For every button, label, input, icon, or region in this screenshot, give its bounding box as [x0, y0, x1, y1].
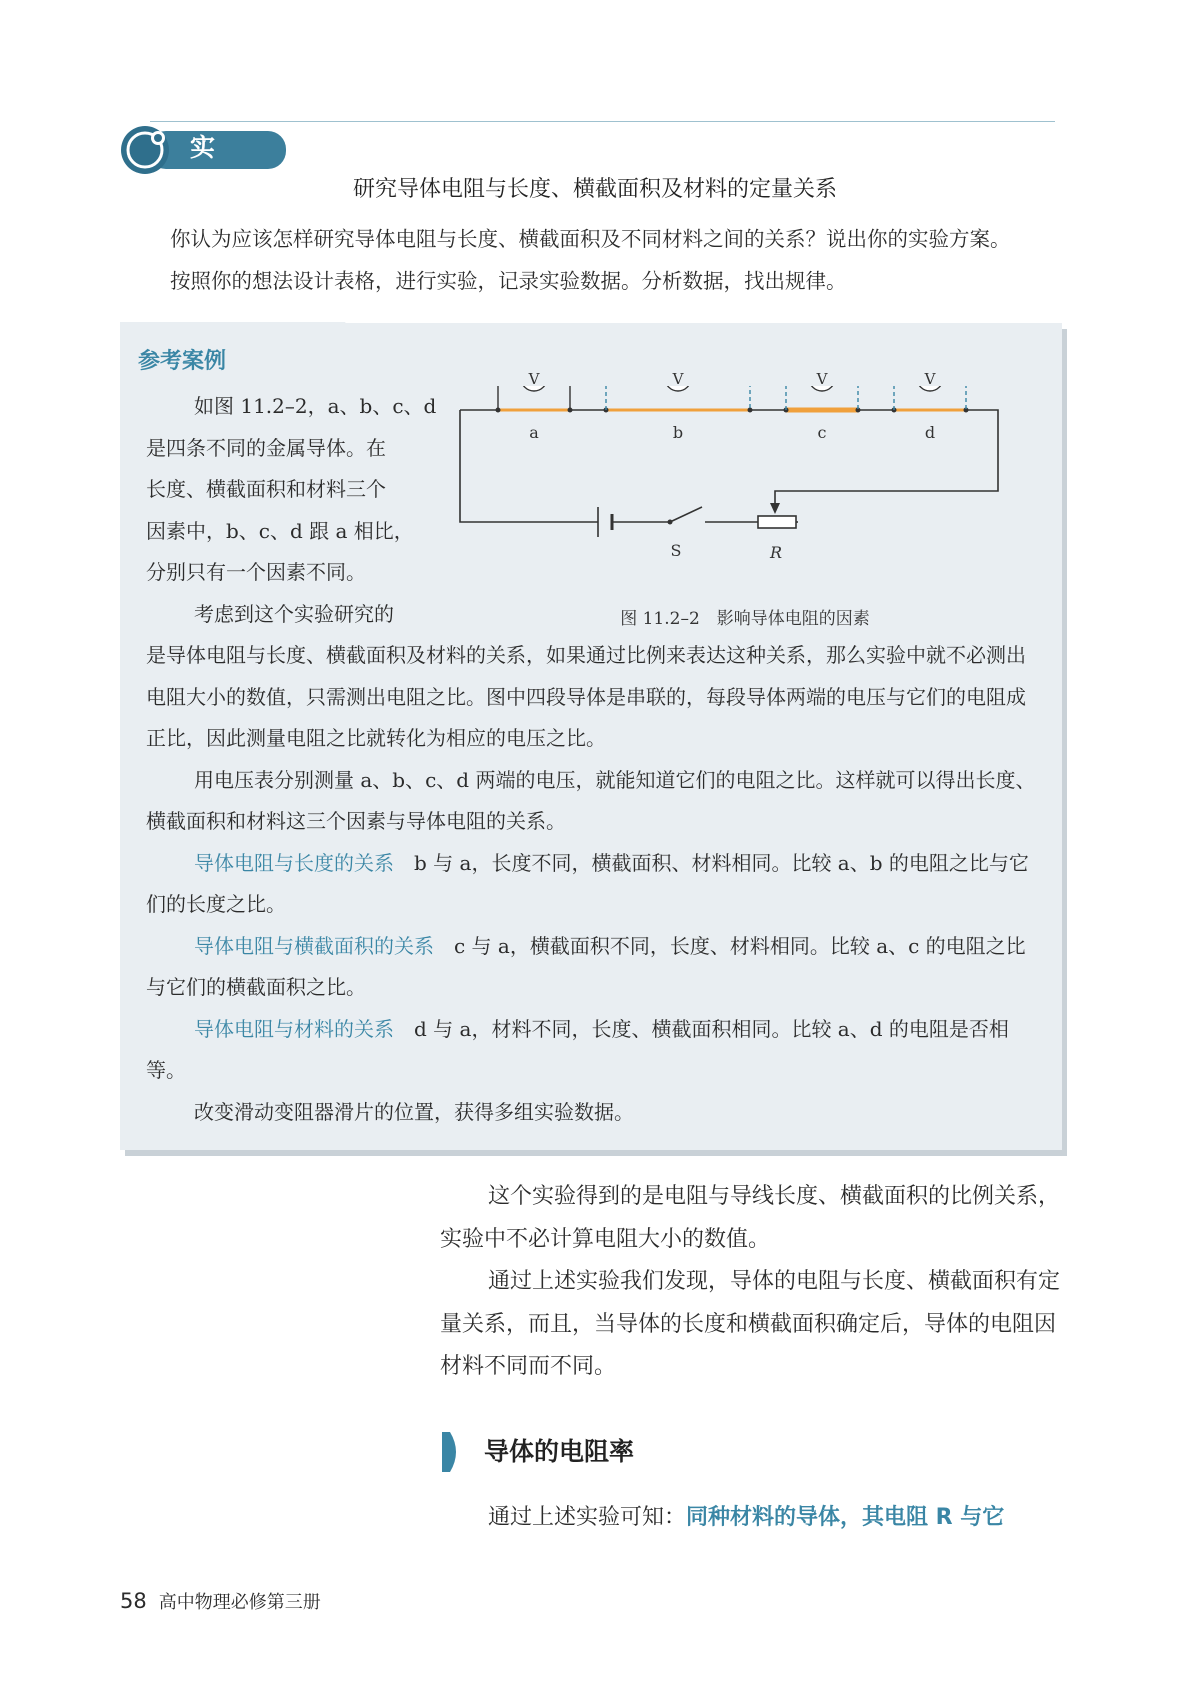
intro-line: 你认为应该怎样研究导体电阻与长度、横截面积及不同材料之间的关系？说出你的实验方案。 — [170, 227, 1011, 251]
side-text — [146, 386, 446, 635]
experiment-label: 实 验 — [190, 133, 236, 202]
voltmeter-symbol: V — [528, 371, 540, 388]
conductor-label: b — [672, 423, 684, 442]
paragraph-area — [146, 926, 1036, 1009]
body-text: 通过上述实验可知： — [488, 1505, 687, 1530]
voltmeter-symbol: V — [672, 371, 684, 388]
intro-line: 按照你的想法设计表格，进行实验，记录实验数据。分析数据，找出规律。 — [170, 269, 847, 293]
rheostat-label: R — [769, 543, 783, 562]
switch-lever — [670, 507, 702, 522]
voltmeter-symbol: V — [924, 371, 936, 388]
text-line: 考虑到这个实验研究的 — [194, 601, 394, 626]
paragraph-body: d 与 a，材料不同，长度、横截面积相同。比较 a、d 的电阻是否相等。 — [146, 1016, 1009, 1082]
highlight-heading: 导体电阻与长度的关系 — [194, 850, 394, 875]
paragraph-body: c 与 a，横截面积不同，长度、材料相同。比较 a、c 的电阻之比与它们的横截面积之比。 — [146, 933, 1026, 999]
main-text — [440, 1176, 1060, 1389]
conductor-label: c — [817, 423, 827, 442]
reference-label: 参考案例 — [138, 349, 227, 374]
paragraph: 通过上述实验我们发现，导体的电阻与长度、横截面积有定量关系，而且，当导体的长度和横截面积确定后，导体的电阻因材料不同而不同。 — [440, 1269, 1061, 1379]
conductor-label: d — [924, 423, 936, 442]
experiment-title: 研究导体电阻与长度、横截面积及材料的定量关系 — [352, 177, 837, 202]
figure-caption: 图 11.2–2 影响导体电阻的因素 — [620, 609, 870, 629]
text-line: 是四条不同的金属导体。在 — [146, 435, 386, 460]
key-statement: 同种材料的导体，其电阻 R 与它 — [686, 1505, 1005, 1530]
section-marker-icon — [442, 1432, 462, 1472]
circuit-diagram — [440, 386, 1050, 636]
text-line: 因素中，b、c、d 跟 a 相比， — [146, 518, 414, 543]
highlight-heading: 导体电阻与材料的关系 — [194, 1016, 394, 1041]
meter-symbols — [440, 371, 1050, 411]
rheostat-arrow — [770, 503, 780, 514]
book-title: 高中物理必修第三册 — [158, 1592, 321, 1613]
page-footer — [120, 1588, 321, 1614]
paragraph: 改变滑动变阻器滑片的位置，获得多组实验数据。 — [194, 1099, 634, 1124]
page-number: 58 — [120, 1589, 147, 1613]
experiment-intro — [170, 218, 1070, 302]
switch-label: S — [670, 541, 682, 560]
paragraph-material — [146, 1009, 1036, 1092]
section-title: 导体的电阻率 — [484, 1437, 635, 1466]
header-rule — [150, 121, 1055, 122]
conductor-label: a — [529, 423, 539, 442]
text-line: 分别只有一个因素不同。 — [146, 560, 366, 584]
paragraph: 用电压表分别测量 a、b、c、d 两端的电压，就能知道它们的电阻之比。这样就可以得出长度、横截面积和材料这三个因素与导体电阻的关系。 — [146, 767, 1036, 833]
rheostat — [758, 516, 796, 528]
highlight-heading: 导体电阻与横截面积的关系 — [194, 933, 434, 958]
text-line: 如图 11.2–2，a、b、c、d — [194, 394, 437, 418]
paragraph: 是导体电阻与长度、横截面积及材料的关系，如果通过比例来表达这种关系，那么实验中就不必测出电阻大小的数值，只需测出电阻之比。图中四段导体是串联的，每段导体两端的电压与它们的电阻成正比，因此测量电阻之比就转化为相应的电压之比。 — [146, 643, 1026, 750]
text-line: 长度、横截面积和材料三个 — [146, 477, 386, 501]
paragraph: 这个实验得到的是电阻与导线长度、横截面积的比例关系，实验中不必计算电阻大小的数值。 — [440, 1184, 1061, 1252]
voltmeter-symbol: V — [816, 371, 828, 388]
paragraph-body: b 与 a，长度不同，横截面积、材料相同。比较 a、b 的电阻之比与它们的长度之比。 — [146, 850, 1029, 916]
paragraph-length — [146, 843, 1036, 926]
body-line — [488, 1500, 1088, 1531]
main-wire — [460, 410, 998, 503]
